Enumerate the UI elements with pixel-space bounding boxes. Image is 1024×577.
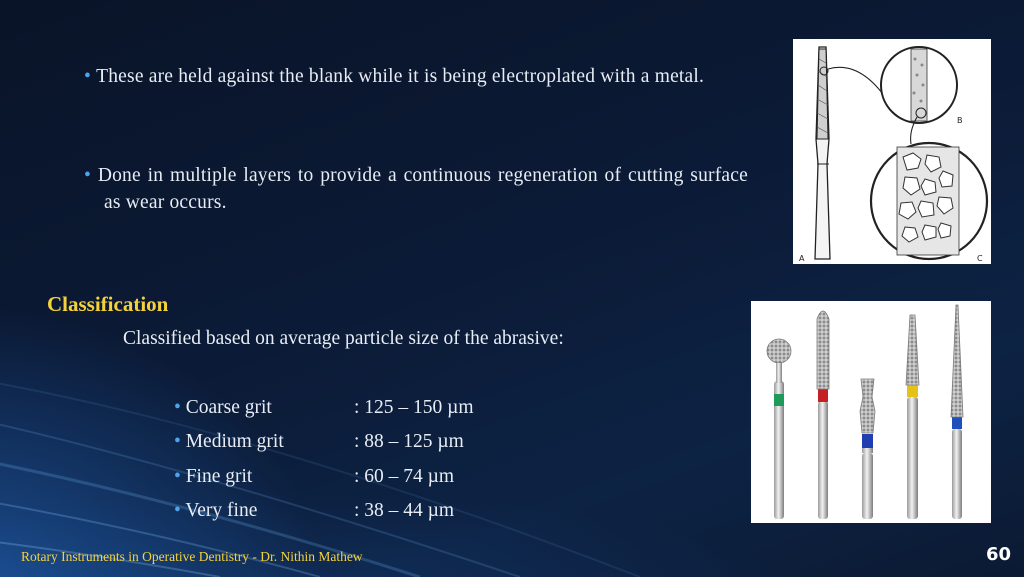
grit-band-dark-blue <box>952 417 962 429</box>
bullet-dot-icon: • <box>174 397 186 418</box>
grit-band-red <box>818 389 828 402</box>
grit-name: Very fine <box>185 500 258 521</box>
grit-item <box>174 397 474 419</box>
bur-taper <box>906 315 919 519</box>
grit-band-yellow <box>907 385 918 397</box>
bullet-dot-icon: • <box>174 466 186 487</box>
grit-band-green <box>774 394 784 406</box>
grit-range: : 38 – 44 µm <box>354 500 455 521</box>
bullet-layers <box>84 162 748 216</box>
grit-name: Medium grit <box>185 431 284 452</box>
figure-label-c: C <box>977 254 983 263</box>
bullet-electroplating <box>84 63 748 90</box>
grit-band-blue <box>862 434 873 448</box>
grit-name: Coarse grit <box>185 397 272 418</box>
page-number: 60 <box>986 544 1012 565</box>
bullet-dot-icon: • <box>84 165 98 186</box>
grit-item <box>174 466 454 488</box>
grit-range: : 125 – 150 µm <box>354 397 474 418</box>
grit-range: : 60 – 74 µm <box>354 466 455 487</box>
figure-label-a: A <box>799 254 805 263</box>
bur-inverted-cone <box>860 379 875 519</box>
classification-intro: Classified based on average particle size of the abrasive: <box>123 328 564 349</box>
footer-text: Rotary Instruments in Operative Dentistry - Dr. Nithin Mathew <box>21 549 363 564</box>
diamond-bur-diagram <box>793 39 991 264</box>
bullet-dot-icon: • <box>174 500 186 521</box>
bur-cylinder <box>817 311 829 519</box>
figure-label-b: B <box>957 116 963 125</box>
diamond-burs-photo <box>751 301 991 523</box>
bullet-text: Done in multiple layers to provide a continuous regeneration of cutting surface as wear occurs. <box>97 165 748 213</box>
bur-needle <box>951 305 963 519</box>
grit-range: : 88 – 125 µm <box>354 431 464 452</box>
grit-item <box>174 431 464 453</box>
bullet-dot-icon: • <box>174 431 186 452</box>
grit-name: Fine grit <box>185 466 253 487</box>
bullet-dot-icon: • <box>84 66 97 87</box>
classification-heading: Classification <box>47 292 169 316</box>
bullet-text: These are held against the blank while it is being electroplated with a metal. <box>96 66 705 87</box>
grit-item <box>174 500 454 522</box>
bur-round <box>767 339 791 519</box>
